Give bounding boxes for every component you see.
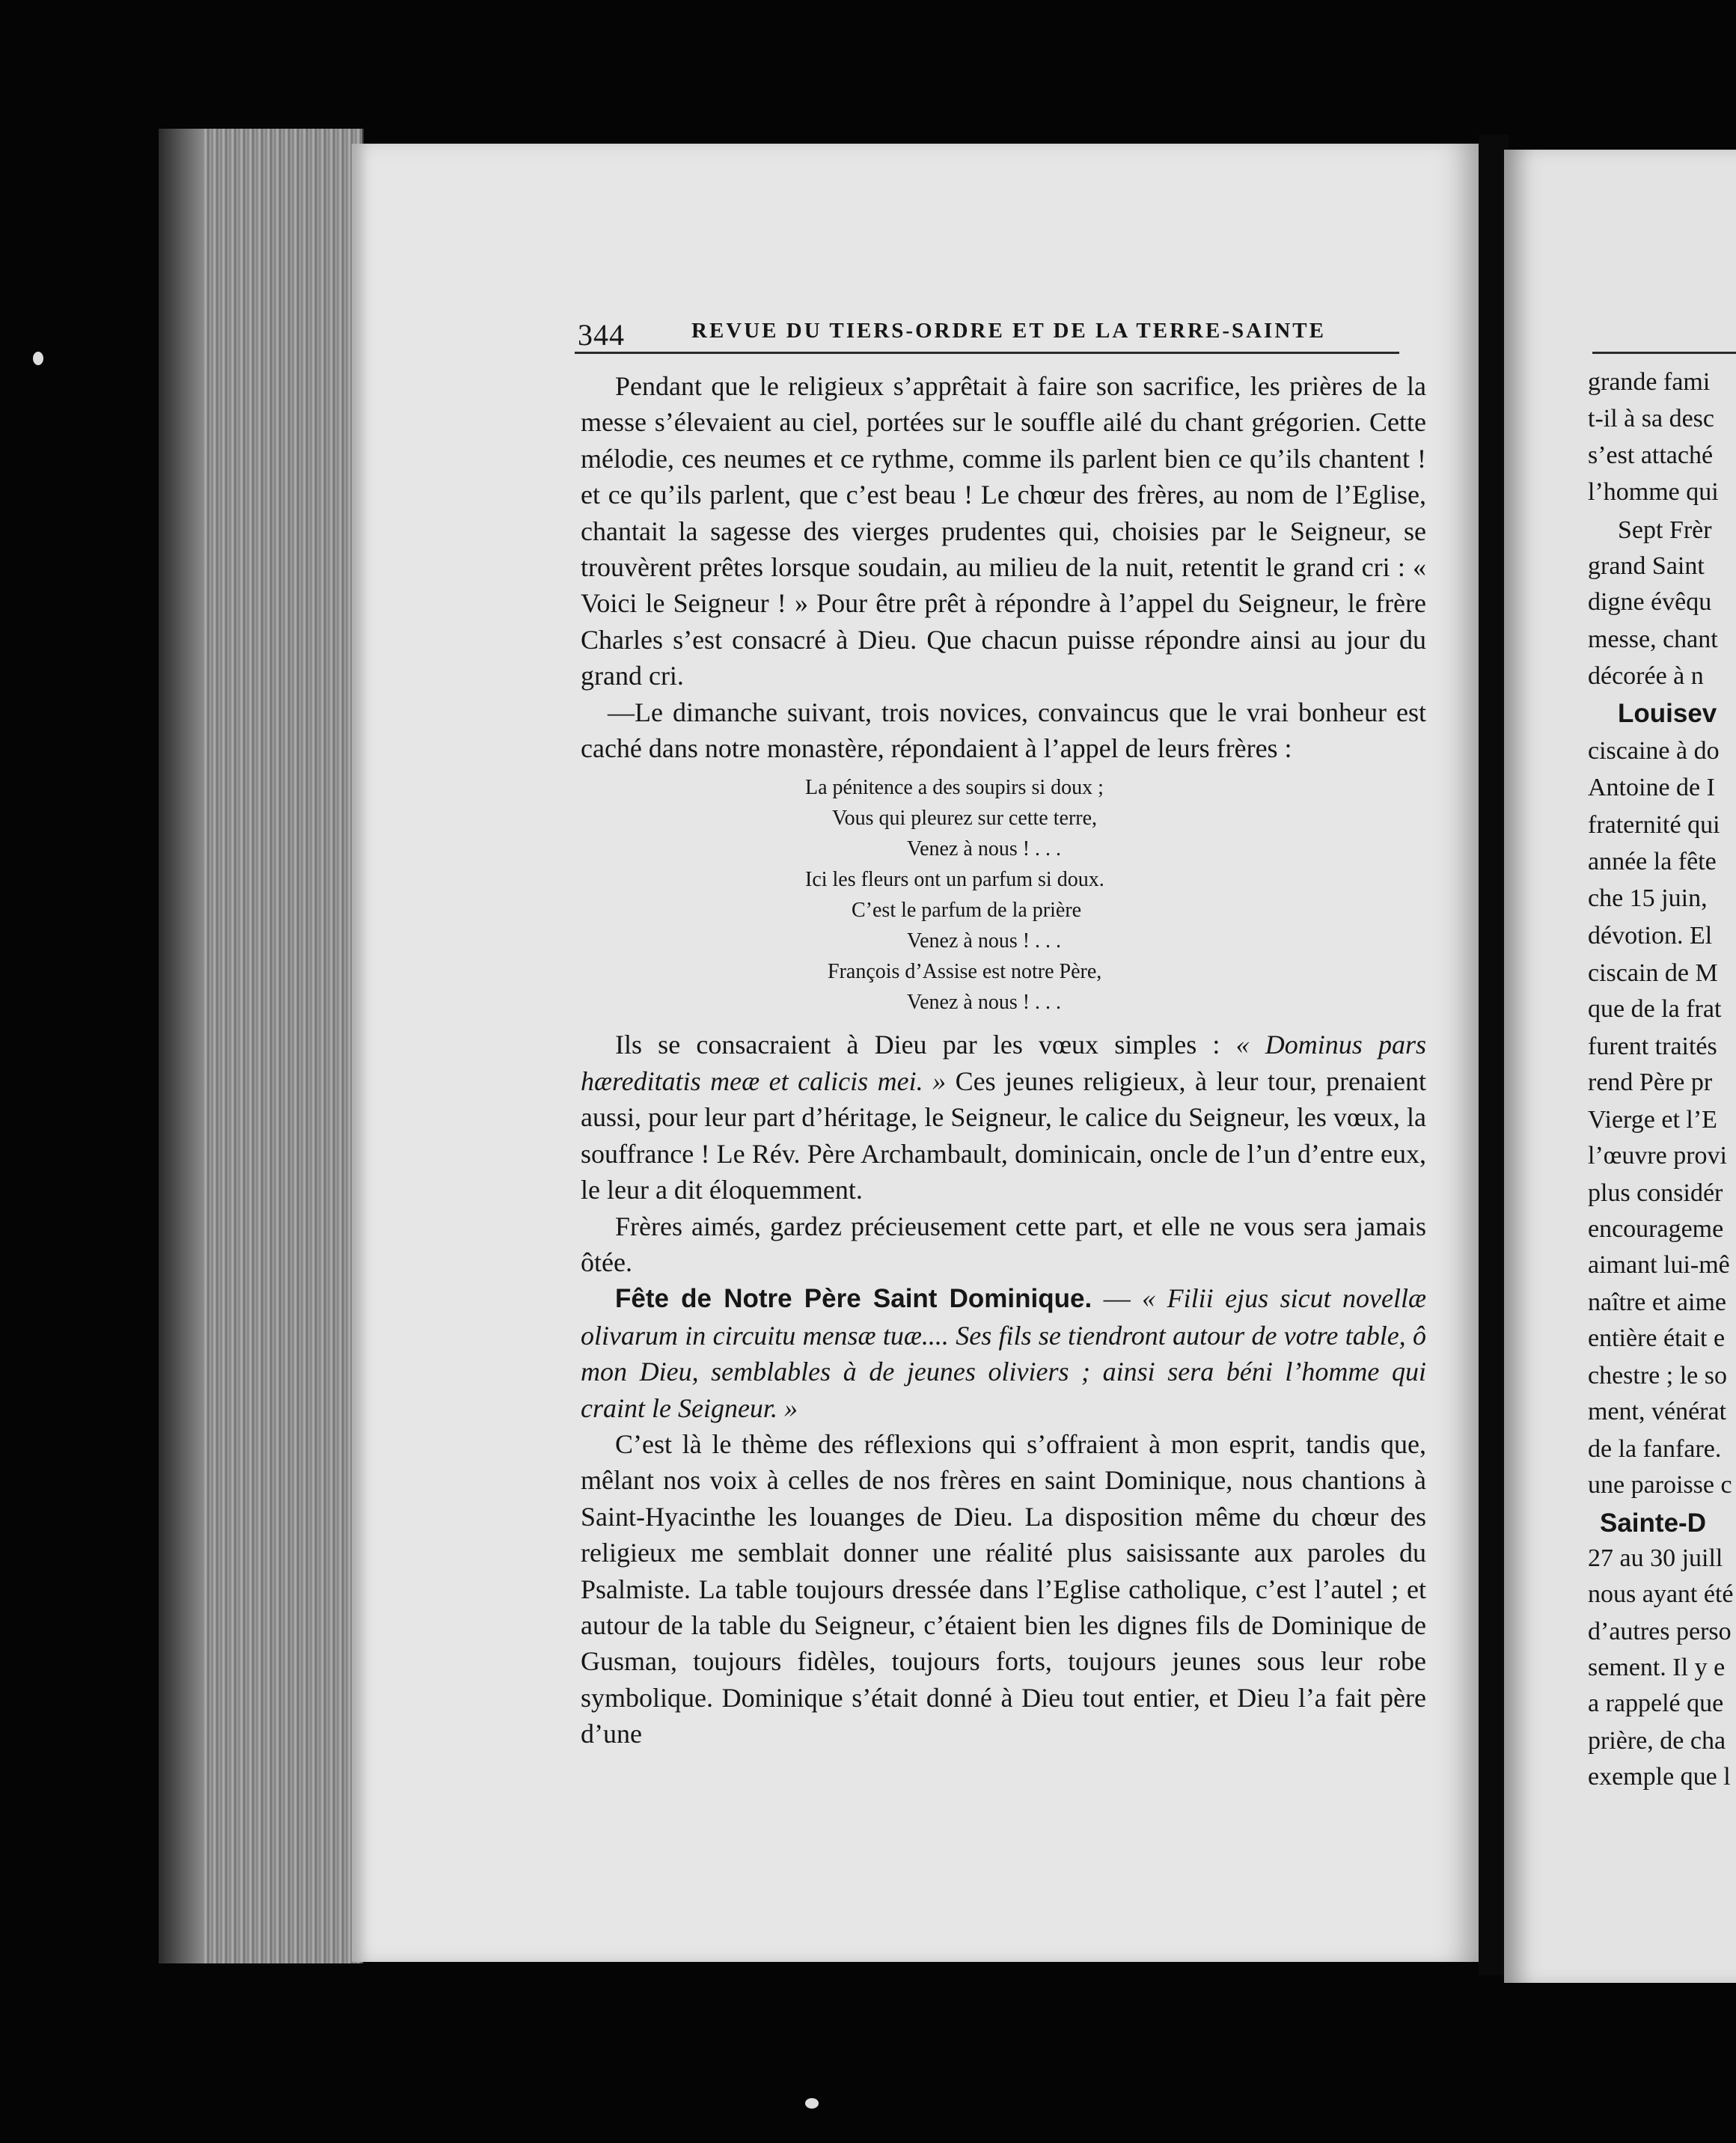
scan-speck: [33, 352, 43, 365]
right-page-line: Sainte-D: [1600, 1508, 1706, 1538]
right-page-line: naître et aime: [1588, 1288, 1727, 1316]
right-page-line: s’est attaché: [1588, 441, 1714, 469]
right-page-line: messe, chant: [1588, 626, 1718, 653]
right-page-line: ment, vénérat: [1588, 1398, 1727, 1425]
poem-line: Venez à nous ! . . .: [907, 929, 1062, 953]
right-page-line: prière, de cha: [1588, 1727, 1726, 1755]
right-page-line: a rappelé que: [1588, 1690, 1724, 1717]
right-page-line: l’œuvre provi: [1588, 1142, 1728, 1170]
right-page-line: digne évêqu: [1588, 588, 1712, 616]
right-page-line: rend Père pr: [1588, 1069, 1713, 1096]
right-page-line: l’homme qui: [1588, 478, 1719, 506]
section-dash: —: [1092, 1283, 1143, 1314]
paragraph: —Le dimanche suivant, trois novices, convaincus que le vrai bonheur est caché dans notre monastère, répondaient à l’appel de leurs frères :: [581, 697, 1426, 764]
book-page-edges: [159, 129, 364, 1963]
right-page-line: chestre ; le so: [1588, 1362, 1727, 1390]
right-page-line: aimant lui-mê: [1588, 1251, 1730, 1279]
right-page-line: exemple que l: [1588, 1763, 1731, 1791]
running-title: REVUE DU TIERS-ORDRE ET DE LA TERRE-SAINTE: [691, 319, 1326, 343]
vows-rest: Ces jeunes religieux, à leur tour, prenaient aussi, pour leur part d’héritage, le Seigneur, le calice du Seigneur, les vœux, la souffrance ! Le Rév. Père Archambault, dominicain, oncle de l’un d’entre eux, le leur a dit éloquemment.: [581, 1066, 1426, 1205]
poem: [581, 772, 1426, 1018]
right-page-line: une paroisse c: [1588, 1471, 1732, 1499]
right-page-line: ciscaine à do: [1588, 737, 1720, 765]
header-rule: [575, 352, 1399, 354]
page-number: 344: [578, 318, 625, 352]
right-page-line: que de la frat: [1588, 995, 1722, 1023]
scan-speck: [805, 2098, 819, 2109]
right-header-rule: [1592, 352, 1736, 354]
right-page-line: furent traités: [1588, 1033, 1717, 1060]
poem-line: Venez à nous ! . . .: [907, 991, 1062, 1015]
poem-line: Vous qui pleurez sur cette terre,: [832, 807, 1098, 831]
right-page-line: grande fami: [1588, 368, 1711, 396]
paragraph-vows: [581, 1027, 1426, 1208]
right-page-line: fraternité qui: [1588, 811, 1720, 839]
section-title: Fête de Notre Père Saint Dominique.: [615, 1284, 1092, 1314]
right-page-line: ciscain de M: [1588, 959, 1718, 987]
right-page-line: d’autres perso: [1588, 1618, 1732, 1645]
right-page-line: année la fête: [1588, 848, 1717, 875]
right-page-line: nous ayant été: [1588, 1580, 1734, 1608]
right-page-line: 27 au 30 juill: [1588, 1544, 1723, 1572]
right-page-line: plus considér: [1588, 1179, 1723, 1207]
right-page-line: Louisev: [1618, 699, 1717, 728]
right-page-line: Sept Frèr: [1618, 516, 1712, 544]
right-page-line: encourageme: [1588, 1215, 1724, 1243]
poem-line: Ici les fleurs ont un parfum si doux.: [805, 868, 1104, 892]
vows-lead: Ils se consacraient à Dieu par les vœux simples :: [615, 1030, 1236, 1060]
left-page-text: [581, 368, 1426, 1752]
running-head: [578, 313, 1393, 358]
latin-quote: « Dominus pars hæreditatis meæ et calicis mei. »: [581, 1030, 1426, 1096]
right-page-line: che 15 juin,: [1588, 884, 1708, 912]
paragraph: Pendant que le religieux s’apprêtait à faire son sacrifice, les prières de la messe s’élevaient au ciel, portées sur le souffle ailé du chant grégorien. Cette mélodie, ces neumes et ce rythme, comme ils parlent bien ce qu’ils chantent ! et ce qu’ils parlent, que c’est beau ! Le chœur des frères, au nom de l’Eglise, chantait la sagesse des vierges prudentes qui, choisies par le Seigneur, se trouvèrent prêtes lorsque soudain, au milieu de la nuit, retentit le grand cri : « Voici le Seigneur ! » Pour être prêt à répondre à l’appel du Seigneur, le frère Charles s’est consacré à Dieu. Que chacun puisse répondre ainsi au jour du grand cri.: [581, 371, 1426, 691]
section-epigraph: « Filii ejus sicut novellæ olivarum in circuitu mensæ tuæ.... Ses fils se tiendront autour de votre table, ô mon Dieu, semblables à de jeunes oliviers ; ainsi sera béni l’homme qui craint le Seigneur. »: [581, 1283, 1427, 1423]
right-page-line: t-il à sa desc: [1588, 405, 1714, 432]
paragraph: C’est là le thème des réflexions qui s’offraient à mon esprit, tandis que, mêlant nos voix à celles de nos frères en saint Dominique, nous chantions à Saint-Hyacinthe les louanges de Dieu. La disposition même du chœur des religieux me semblait donner une réalité plus saisissante aux paroles du Psalmiste. La table toujours dressée dans l’Eglise catholique, c’est l’autel ; et autour de la table du Seigneur, c’étaient bien les dignes fils de Dominique de Gusman, toujours fidèles, toujours forts, toujours jeunes sous leur robe symbolique. Dominique s’était donné à Dieu tout entier, et Dieu l’a fait père d’une: [581, 1428, 1426, 1749]
right-page-line: décorée à n: [1588, 662, 1704, 690]
poem-line: Venez à nous ! . . .: [907, 837, 1062, 861]
right-page-line: dévotion. El: [1588, 922, 1713, 950]
poem-line: La pénitence a des soupirs si doux ;: [805, 776, 1104, 800]
right-page-line: sement. Il y e: [1588, 1654, 1726, 1681]
poem-line: C’est le parfum de la prière: [852, 899, 1082, 923]
right-page-line: grand Saint: [1588, 552, 1705, 580]
section-paragraph: [581, 1280, 1426, 1426]
right-page-line: Vierge et l’E: [1588, 1106, 1717, 1134]
paragraph: Frères aimés, gardez précieusement cette part, et elle ne vous sera jamais ôtée.: [581, 1211, 1426, 1277]
right-page-line: Antoine de I: [1588, 774, 1715, 801]
right-page-line: entière était e: [1588, 1324, 1726, 1352]
right-page-line: de la fanfare.: [1588, 1435, 1722, 1463]
poem-line: François d’Assise est notre Père,: [828, 960, 1102, 984]
